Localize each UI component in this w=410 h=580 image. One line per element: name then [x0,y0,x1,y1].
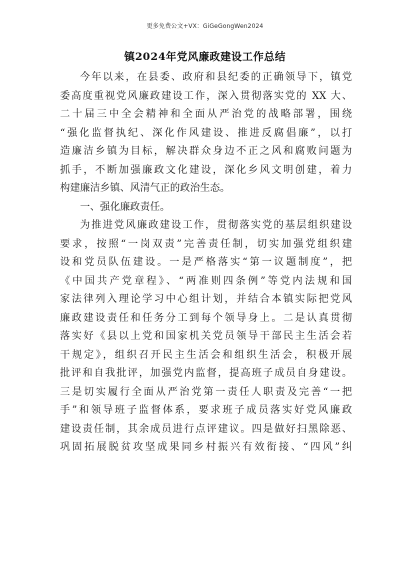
document-title: 镇2024年党风廉政建设工作总结 [124,51,286,63]
section-line: 巩固拓展脱贫攻坚成果同乡村振兴有效衔接、“四风”纠 [60,442,352,453]
intro-line: 二十届三中全会精神和全面从严治党的战略部署，围绕 [60,109,352,120]
section-line: 手”和领导班子监督体系，要求班子成员落实好党风廉政 [60,405,352,416]
intro-line: “强化监督执纪、深化作风建设、推进反腐倡廉”，以打 [60,127,352,139]
header-note: 更多免费公文+VX：GiGeGongWen2024 [146,23,264,30]
section-line: 廉政建设责任和任务分工到每个领导身上。二是认真贯彻 [60,312,352,324]
section-line: 《中国共产党章程》、“两准则四条例”等党内法规和国 [60,275,352,287]
section-line: 为推进党风廉政建设工作，贯彻落实党的基层组织建设 [80,220,352,231]
section-line: 三是切实履行全面从严治党第一责任人职责及完善“一把 [60,386,352,398]
intro-line: 抓手，不断加强廉政文化建设，深化乡风文明创建，着力 [60,164,352,176]
section-line: 家法律列入理论学习中心组计划，并结合本镇实际把党风 [60,294,352,305]
intro-line: 构建廉洁乡镇、风清气正的政治生态。 [60,183,230,194]
intro-line: 造廉洁乡镇为目标，解决群众身边不正之风和腐败问题为 [60,146,352,157]
intro-line: 今年以来，在县委、政府和县纪委的正确领导下，镇党 [80,72,352,83]
section-line: 批评和自我批评，加强党内监督，提高班子成员自身建设。 [60,368,352,379]
section-line: 落实好《县以上党和国家机关党员领导干部民主生活会若 [60,331,352,342]
section-line: 设和党员队伍建设。一是严格落实“第一议题制度”，把 [60,257,352,268]
intro-paragraph [60,69,352,199]
section-line: 干规定》，组织召开民主生活会和组织生活会，积极开展 [60,349,352,361]
intro-line: 委高度重视党风廉政建设工作，深入贯彻落实党的 XX 大、 [60,90,352,102]
section-paragraph [60,217,352,458]
section-line: 建设责任制，其余成员进行点评建议。四是做好扫黑除恶、 [60,423,352,435]
section-line: 要求，按照“一岗双责”完善责任制，切实加强党组织建 [60,238,352,250]
document-body [60,69,352,458]
section-heading: 一、强化廉政责任。 [80,201,170,213]
